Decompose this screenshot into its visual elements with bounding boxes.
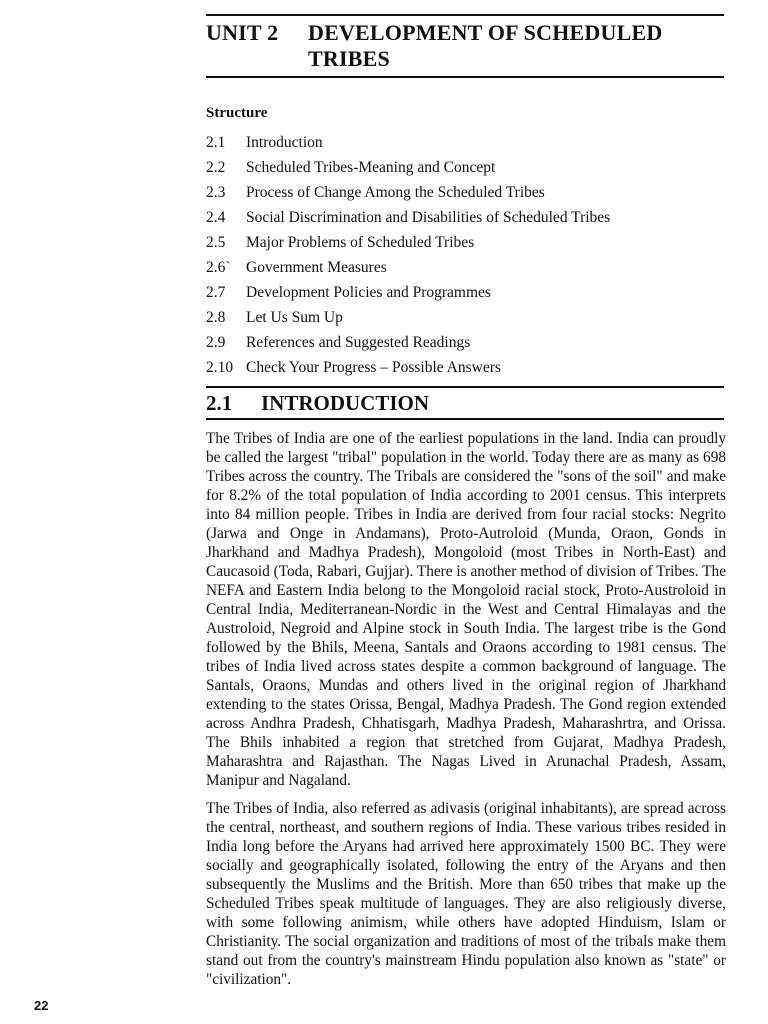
section-number: 2.1 — [206, 391, 233, 415]
body-paragraph: The Tribes of India, also referred as adivasis (original inhabitants), are spread across the central, northeast, and southern regions of India. These various tribes resided in India long before the Aryans had arrived here approximately 1500 BC. They were socially and geographically isolated, following the entry of the Aryans and then subsequently the Muslims and the British. More than 650 tribes that make up the Scheduled Tribes speak multitude of languages. They are also religiously diverse, with some following animism, while others have adopted Hinduism, Islam or Christianity. The social organization and traditions of most of the tribals make them stand out from the country's mainstream Hindu population also known as "state" or "civilization". — [206, 800, 726, 988]
toc-item — [206, 130, 728, 155]
toc-item — [206, 255, 728, 280]
toc-label: References and Suggested Readings — [246, 334, 471, 351]
toc-item — [206, 355, 728, 380]
section-title: INTRODUCTION — [261, 391, 430, 415]
page-content — [206, 14, 728, 989]
unit-title: DEVELOPMENT OF SCHEDULED TRIBES — [308, 20, 663, 71]
toc-number: 2.1 — [206, 134, 226, 151]
toc-item — [206, 330, 728, 355]
toc-label: Government Measures — [246, 259, 387, 276]
toc-number: 2.3 — [206, 184, 226, 201]
toc-number: 2.7 — [206, 284, 226, 301]
toc-label: Introduction — [246, 134, 323, 151]
toc-label: Development Policies and Programmes — [246, 284, 491, 301]
toc-item — [206, 155, 728, 180]
toc-number: 2.10 — [206, 359, 234, 376]
toc-number: 2.9 — [206, 334, 226, 351]
toc-label: Check Your Progress – Possible Answers — [246, 359, 501, 376]
toc-label: Scheduled Tribes-Meaning and Concept — [246, 159, 496, 176]
section-top-rule — [206, 386, 724, 388]
unit-heading — [206, 20, 728, 72]
toc-label: Process of Change Among the Scheduled Tribes — [246, 184, 545, 201]
toc-label: Major Problems of Scheduled Tribes — [246, 234, 475, 251]
heading-rule — [206, 76, 724, 78]
page-number: 22 — [34, 998, 49, 1013]
unit-number: UNIT 2 — [206, 20, 279, 45]
toc-item — [206, 280, 728, 305]
structure-list — [206, 130, 728, 380]
structure-label: Structure — [206, 105, 268, 121]
body-paragraph: The Tribes of India are one of the earliest populations in the land. India can proudly be called the largest "tribal" population in the world. Today there are as many as 698 Tribes across the country. The Tribals are considered the "sons of the soil" and make for 8.2% of the total population of India according to 2001 census. This interprets into 84 million people. Tribes in India are derived from four racial stocks: Negrito (Jarwa and Onge in Andamans), Proto-Autroloid (Munda, Oraon, Gonds in Jharkhand and Madhya Pradesh), Mongoloid (most Tribes in North-East) and Caucasoid (Toda, Rabari, Gujjar). There is another method of division of Tribes. The NEFA and Eastern India belong to the Mongoloid racial stock, Proto-Austroloid in Central India, Mediterranean-Nordic in the West and Central Himalayas and the Austroloid, Negroid and Alpine stock in South India. The largest tribe is the Gond followed by the Bhils, Meena, Santals and Oraons according to 1981 census. The tribes of India lived across states despite a common background of language. The Santals, Oraons, Mundas and others lived in the original region of Jharkhand extending to the states Orissa, Bengal, Madhya Pradesh. The Gond region extended across Andhra Pradesh, Chhatisgarh, Madhya Pradesh, Maharashrtra, and Orissa. The Bhils inhabited a region that stretched from Gujarat, Madhya Pradesh, Maharashtra and Rajasthan. The Nagas Lived in Arunachal Pradesh, Assam, Manipur and Nagaland. — [206, 430, 726, 789]
toc-item — [206, 205, 728, 230]
toc-item — [206, 230, 728, 255]
toc-label: Social Discrimination and Disabilities of Scheduled Tribes — [246, 209, 611, 226]
section-rule — [206, 418, 724, 420]
toc-number: 2.8 — [206, 309, 226, 326]
toc-item — [206, 180, 728, 205]
toc-number: 2.5 — [206, 234, 226, 251]
section-heading — [206, 390, 728, 416]
toc-number: 2.2 — [206, 159, 226, 176]
toc-item — [206, 305, 728, 330]
toc-number: 2.6` — [206, 259, 231, 276]
toc-number: 2.4 — [206, 209, 226, 226]
toc-label: Let Us Sum Up — [246, 309, 343, 326]
top-rule — [206, 14, 724, 16]
